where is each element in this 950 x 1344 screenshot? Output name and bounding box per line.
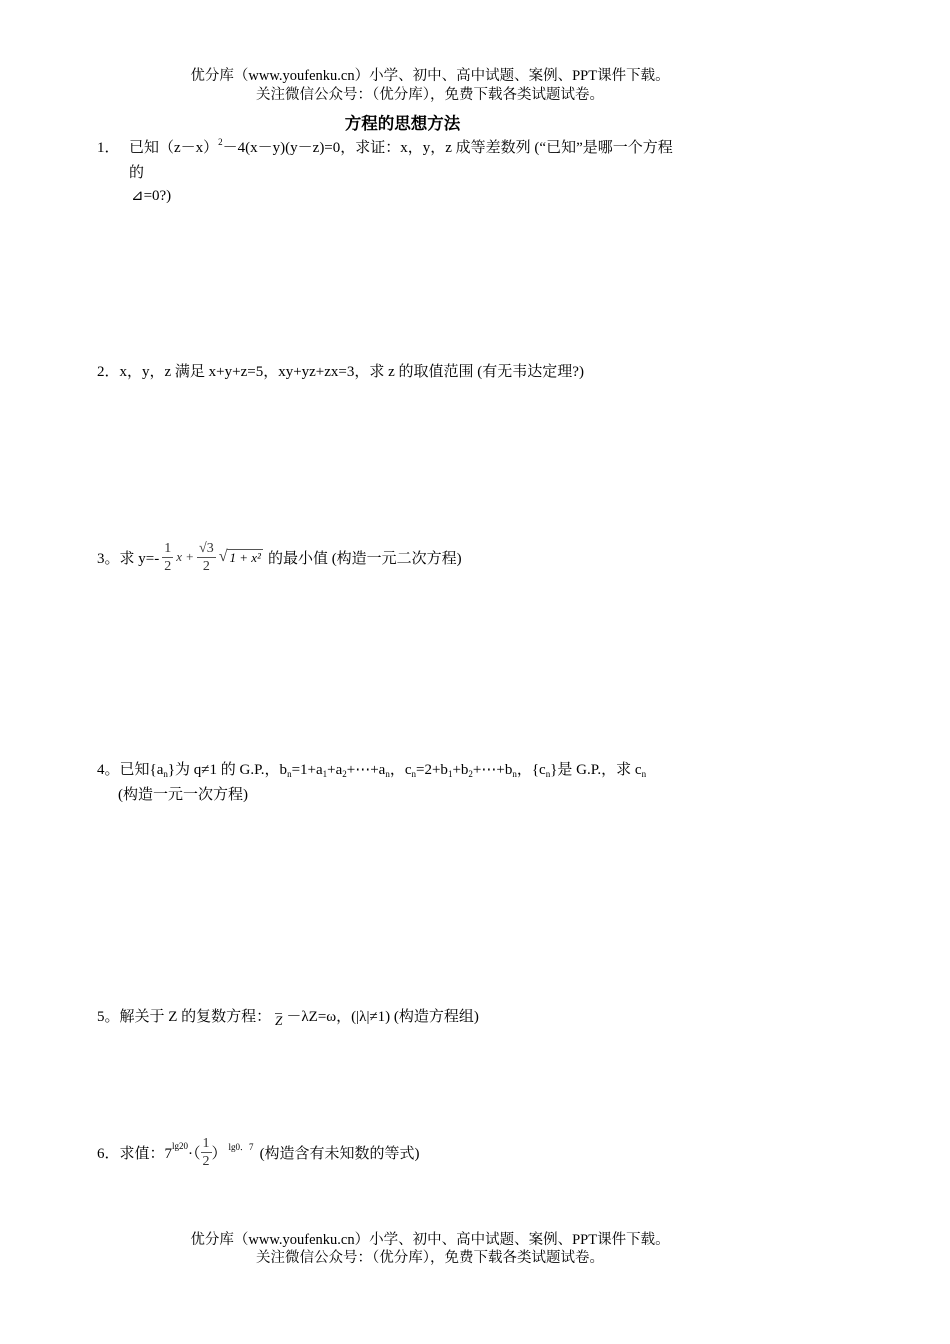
- subscript: n: [411, 769, 417, 779]
- subscript: 2: [468, 769, 473, 779]
- q4-part: +b: [452, 762, 469, 778]
- question-3-prefix: 3。求 y=-: [97, 550, 160, 567]
- question-3-fraction-root3: [197, 540, 216, 575]
- subscript: n: [545, 769, 551, 779]
- question-1-number: 1．: [97, 140, 120, 156]
- q4-part: =2+b: [416, 762, 448, 778]
- question-1-line-3: ⊿=0?): [131, 188, 172, 204]
- question-3-text: [97, 536, 462, 578]
- subscript: n: [287, 769, 292, 779]
- q4-part: +⋯+b: [472, 762, 513, 778]
- q4-part: +⋯+a: [346, 762, 386, 778]
- question-4-line-2: (构造一元一次方程): [118, 787, 248, 803]
- fraction-numerator: 1: [202, 1135, 210, 1151]
- subscript: 1: [322, 769, 328, 779]
- question-1-text-a: 已知（z－x）: [129, 140, 219, 156]
- q4-part: ，c: [389, 762, 412, 778]
- radical-body: 1 + x²: [229, 549, 261, 565]
- question-6-close: ）: [211, 1145, 227, 1162]
- radical-sign: √: [218, 548, 228, 565]
- subscript: n: [385, 769, 390, 779]
- subscript: n: [512, 769, 517, 779]
- fraction-denominator: 2: [164, 558, 172, 574]
- subscript: 1: [447, 769, 453, 779]
- q4-part: 4。已知{a: [97, 762, 164, 778]
- question-1-text-b: －4(x－y)(y－z)=0，求证：x，y，z 成等差数列 (“已知”是哪一个方程: [222, 140, 673, 156]
- question-6-exponent-2: lg0．7: [228, 1141, 254, 1152]
- subscript: n: [641, 769, 647, 779]
- question-5-text: [97, 1005, 479, 1026]
- header-line-2: 关注微信公众号：（优分库），免费下载各类试题试卷。: [256, 87, 604, 103]
- question-3-x-plus: x +: [176, 549, 195, 564]
- subscript: n: [163, 769, 168, 779]
- header-line-1: 优分库（www.youfenku.cn）小学、初中、高中试题、案例、PPT课件下载。: [190, 68, 670, 84]
- fraction-numerator: √3: [199, 540, 214, 556]
- question-6-text: [97, 1130, 420, 1174]
- subscript: 2: [342, 769, 347, 779]
- question-5-rest: －λZ=ω，(|λ|≠1) (构造方程组): [286, 1009, 479, 1025]
- question-2-text: 2．x，y，z 满足 x+y+z=5，xy+yz+zx=3，求 z 的取值范围 (有无韦达定理?): [97, 364, 584, 380]
- q4-part: }为 q≠1 的 G.P.，b: [167, 762, 288, 778]
- question-6-exponent-1: lg20: [172, 1141, 189, 1151]
- question-6-prefix: 6．求值：7: [97, 1145, 173, 1162]
- question-5-conjugate-z: Z: [275, 1013, 283, 1028]
- q4-part: ，{c: [516, 762, 546, 778]
- question-6-dot: ·（: [188, 1145, 201, 1162]
- q4-part: }是 G.P.，求 c: [550, 762, 642, 778]
- question-1-line-2: 的: [129, 165, 145, 181]
- question-5-prefix: 5。解关于 Z 的复数方程：: [97, 1009, 272, 1025]
- question-3-fraction-half: [162, 540, 173, 575]
- q4-part: =1+a: [291, 762, 323, 778]
- fraction-numerator: 1: [164, 540, 172, 556]
- question-4-line-1: [97, 758, 646, 779]
- question-1-exponent: 2: [218, 137, 223, 147]
- question-1-text: [129, 136, 673, 157]
- question-6-suffix: (构造含有未知数的等式): [259, 1145, 420, 1162]
- footer-line-1: 优分库（www.youfenku.cn）小学、初中、高中试题、案例、PPT课件下载。: [190, 1232, 670, 1248]
- q4-part: +a: [327, 762, 343, 778]
- footer-line-2: 关注微信公众号：（优分库），免费下载各类试题试卷。: [256, 1250, 604, 1266]
- page-title: 方程的思想方法: [344, 114, 461, 133]
- fraction-denominator: 2: [202, 1153, 210, 1169]
- question-3-suffix: 的最小值 (构造一元二次方程): [267, 550, 462, 567]
- fraction-denominator: 2: [202, 558, 210, 574]
- question-6-fraction: [201, 1135, 212, 1170]
